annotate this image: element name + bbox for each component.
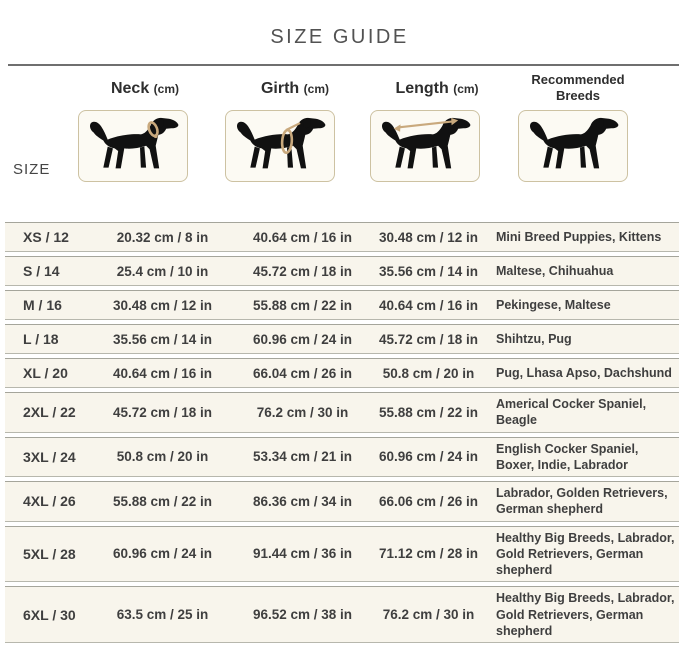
breeds-cell: Maltese, Chihuahua: [496, 263, 614, 278]
length-cell: 76.2 cm / 30 in: [382, 607, 475, 623]
girth-illustration-box: [225, 110, 335, 182]
table-row: [5, 392, 679, 433]
size-cell: S / 14: [23, 263, 60, 279]
size-cell: 4XL / 26: [23, 493, 76, 510]
length-cell: 45.72 cm / 18 in: [378, 331, 479, 347]
girth-cell: 96.52 cm / 38 in: [252, 607, 353, 623]
girth-cell: 53.34 cm / 21 in: [252, 449, 353, 465]
size-column-label: SIZE: [13, 161, 51, 178]
table-row: [5, 290, 679, 320]
size-cell: XS / 12: [23, 229, 69, 245]
breeds-cell: Labrador, Golden Retrievers, German shepherd: [496, 486, 668, 517]
column-header-girth: Girth (cm): [260, 80, 329, 97]
column-header-recommended-breeds: Recommended Breeds: [531, 72, 625, 103]
size-cell: 3XL / 24: [23, 448, 76, 465]
length-cell: 71.12 cm / 28 in: [378, 546, 479, 562]
neck-cell: 63.5 cm / 25 in: [116, 607, 209, 623]
breeds-cell: English Cocker Spaniel, Boxer, Indie, Labrador: [496, 441, 639, 472]
size-cell: 2XL / 22: [23, 404, 76, 421]
neck-cell: 55.88 cm / 22 in: [112, 493, 213, 509]
dog-length-arrow-icon: [377, 115, 473, 178]
size-cell: 6XL / 30: [23, 606, 76, 623]
table-row: [5, 358, 679, 388]
neck-illustration-box: [78, 110, 188, 182]
neck-cell: 45.72 cm / 18 in: [112, 404, 213, 420]
table-row: [5, 481, 679, 522]
breeds-cell: Mini Breed Puppies, Kittens: [496, 229, 662, 244]
size-cell: 5XL / 28: [23, 545, 76, 562]
dog-icon: [525, 115, 621, 178]
neck-cell: 35.56 cm / 14 in: [112, 331, 213, 347]
column-header-neck: Neck (cm): [110, 80, 180, 97]
girth-cell: 55.88 cm / 22 in: [252, 297, 353, 313]
title-divider: [8, 64, 679, 66]
table-row: [5, 586, 679, 643]
length-cell: 30.48 cm / 12 in: [378, 229, 479, 245]
size-cell: XL / 20: [23, 365, 68, 381]
size-table: [5, 222, 679, 647]
neck-cell: 25.4 cm / 10 in: [116, 263, 209, 279]
length-cell: 50.8 cm / 20 in: [382, 365, 475, 381]
breeds-cell: Healthy Big Breeds, Labrador, Gold Retrievers, German shepherd: [496, 530, 675, 577]
girth-cell: 66.04 cm / 26 in: [252, 365, 353, 381]
column-header-length: Length (cm): [395, 80, 479, 97]
table-row: [5, 324, 679, 354]
table-row: [5, 256, 679, 286]
girth-cell: 60.96 cm / 24 in: [252, 331, 353, 347]
length-cell: 66.06 cm / 26 in: [378, 493, 479, 509]
table-row: [5, 437, 679, 478]
breeds-cell: Pekingese, Maltese: [496, 297, 611, 312]
breeds-cell: Pug, Lhasa Apso, Dachshund: [496, 365, 672, 380]
girth-cell: 45.72 cm / 18 in: [252, 263, 353, 279]
neck-cell: 50.8 cm / 20 in: [116, 449, 209, 465]
length-illustration-box: [370, 110, 480, 182]
length-cell: 35.56 cm / 14 in: [378, 263, 479, 279]
length-cell: 60.96 cm / 24 in: [378, 449, 479, 465]
size-cell: L / 18: [23, 331, 59, 347]
page-title: SIZE GUIDE: [270, 26, 409, 48]
girth-cell: 40.64 cm / 16 in: [252, 229, 353, 245]
neck-cell: 60.96 cm / 24 in: [112, 546, 213, 562]
breeds-cell: Shihtzu, Pug: [496, 331, 572, 346]
girth-cell: 76.2 cm / 30 in: [256, 404, 349, 420]
breeds-cell: Americal Cocker Spaniel, Beagle: [496, 397, 647, 428]
dog-harness-icon: [232, 115, 328, 178]
breeds-illustration-box: [518, 110, 628, 182]
neck-cell: 20.32 cm / 8 in: [116, 229, 209, 245]
size-cell: M / 16: [23, 297, 62, 313]
length-cell: 55.88 cm / 22 in: [378, 404, 479, 420]
table-row: [5, 222, 679, 252]
neck-cell: 40.64 cm / 16 in: [112, 365, 213, 381]
dog-collar-icon: [85, 115, 181, 178]
table-row: [5, 526, 679, 583]
girth-cell: 91.44 cm / 36 in: [252, 546, 353, 562]
length-cell: 40.64 cm / 16 in: [378, 297, 479, 313]
neck-cell: 30.48 cm / 12 in: [112, 297, 213, 313]
breeds-cell: Healthy Big Breeds, Labrador, Gold Retrievers, German shepherd: [496, 591, 675, 638]
girth-cell: 86.36 cm / 34 in: [252, 493, 353, 509]
